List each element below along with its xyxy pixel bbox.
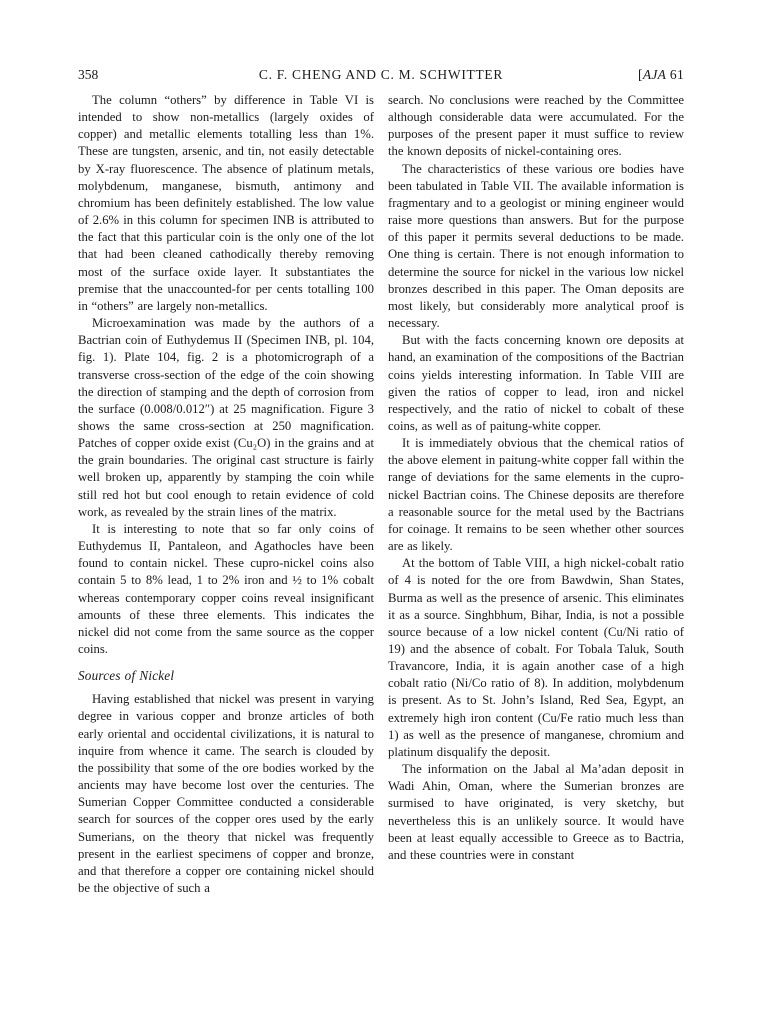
paragraph: At the bottom of Table VIII, a high nickel-cobalt ratio of 4 is noted for the ore from Bawdwin, Shan States, Burma as well as the presence of arsenic. This eliminates it as a source. Singhbhum, Bihar, India, is not a possible source because of a low nickel content (Cu/Ni ratio of 19) and the absence of cobalt. For Tobala Taluk, South Travancore, India, it is again another case of a high cobalt ratio (Ni/Co ratio of 8). In addition, molybdenum is present. As to St. John’s Island, Red Sea, Egypt, an extremely high iron content (Cu/Fe ratio much less than 1) as well as the presence of manganese, chromium and platinum disqualify the deposit. [388, 556, 684, 759]
paragraph: The characteristics of these various ore bodies have been tabulated in Table VII. The available information is fragmentary and to a geologist or mining engineer would raise more questions than answers. But for the purpose of this paper it permits several deductions to be made. One thing is certain. There is not enough information to determine the source for nickel in the various low nickel bronzes described in this paper. The Oman deposits are most likely, but considerably more analytical proof is necessary. [388, 161, 684, 331]
left-column [78, 92, 374, 897]
paragraph: The column “others” by difference in Table VI is intended to show non-metallics (largely oxides of copper) and metallic elements totalling less than 1%. These are tungsten, arsenic, and tin, not easily detectable by X-ray fluorescence. The absence of platinum metals, molybdenum, manganese, bismuth, antimony and chromium has been definitely established. The low value of 2.6% in this column for specimen INB is attributed to the fact that this particular coin is the only one of the lot that had been cleaned cathodically thereby removing most of the surface oxide layer. It substantiates the premise that the unaccounted-for per cents totalling 100 in “others” are largely non-metallics. [78, 93, 374, 313]
paragraph: Microexamination was made by the authors of a Bactrian coin of Euthydemus II (Specimen INB, pl. 104, fig. 1). Plate 104, fig. 2 is a photomicrograph of a transverse cross-section of the edge of the coin showing the direction of stamping and the depth of corrosion from the surface (0.008/0.012″) at 25 magnification. Figure 3 shows the same cross-section at 250 magnification. Patches of copper oxide exist (Cu₂O) in the grains and at the grain boundaries. The original cast structure is fairly well broken up, apparently by stamping the coin while still red hot but cool enough to retain evidence of cold work, as revealed by the strain lines of the matrix. [78, 316, 374, 519]
paragraph: search. No conclusions were reached by the Committee although considerable data were accumulated. For the purposes of the present paper it must suffice to review the known deposits of nickel-containing ores. [388, 93, 684, 159]
paragraph: It is immediately obvious that the chemical ratios of the above element in paitung-white copper fall within the range of deviations for the same elements in the cupro-nickel Bactrian coins. The Chinese deposits are therefore a reasonable source for the metal used by the Bactrians for coinage. It remains to be seen whether other sources are as likely. [388, 436, 684, 554]
journal-volume: 61 [669, 67, 684, 82]
journal-reference [638, 66, 684, 84]
page-header [78, 66, 684, 84]
paragraph: It is interesting to note that so far only coins of Euthydemus II, Pantaleon, and Agathocles have been found to contain nickel. These cupro-nickel coins also contain 5 to 8% lead, 1 to 2% iron and ½ to 1% cobalt whereas contemporary copper coins reveal insignificant amounts of these three elements. This indicates the nickel did not come from the same source as the copper coins. [78, 521, 374, 656]
running-title: C. F. CHENG AND C. M. SCHWITTER [258, 67, 504, 82]
journal-bracket: [ [638, 67, 643, 82]
paragraph: Having established that nickel was present in varying degree in various copper and bronze articles of both early oriental and occidental civilizations, it is natural to inquire from whence it came. The search is clouded by the possibility that some of the ore bodies worked by the ancients may have become lost over the centuries. The Sumerian Copper Committee conducted a considerable search for sources of the copper ores used by the early Sumerians, on the theory that nickel was frequently present in the earliest specimens of copper and bronze, and that therefore a copper ore containing nickel should be the objective of such a [78, 692, 374, 896]
right-column [388, 92, 684, 864]
page-number: 358 [78, 67, 99, 82]
journal-abbrev: AJA [642, 67, 667, 82]
paragraph: But with the facts concerning known ore deposits at hand, an examination of the compositions of the Bactrian coins yields interesting information. In Table VIII are given the ratios of copper to lead, iron and nickel respectively, and the ratio of nickel to cobalt of these coins, as well as of paitung-white copper. [388, 333, 684, 433]
paragraph: The information on the Jabal al Ma’adan deposit in Wadi Ahin, Oman, where the Sumerian bronzes are surmised to have originated, is very sketchy, but nevertheless this is an unlikely source. It would have been at least equally accessible to Greece as to Bactria, and these countries were in constant [388, 762, 684, 862]
section-heading: Sources of Nickel [78, 668, 175, 684]
